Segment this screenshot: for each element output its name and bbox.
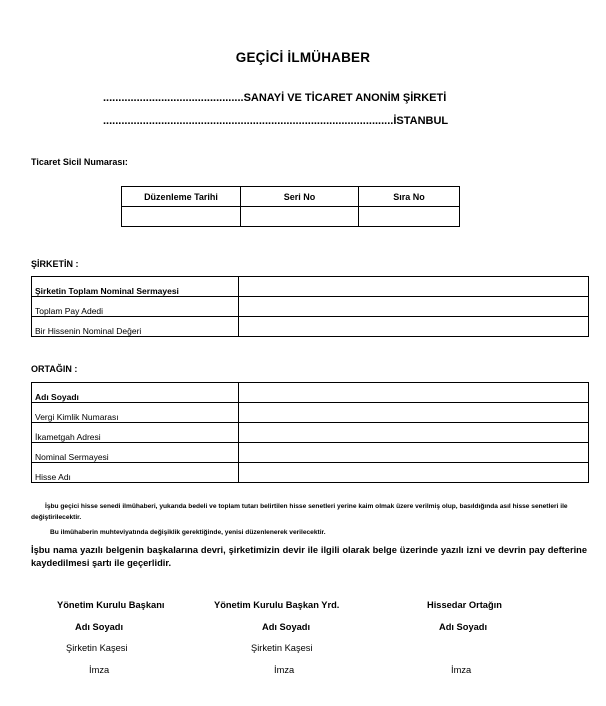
signature-name-vice-chairman: Adı Soyadı [262, 622, 311, 632]
signature-sign-shareholder: İmza [451, 665, 472, 675]
company-capital-label: Şirketin Toplam Nominal Sermayesi [32, 277, 239, 297]
tax-id-label: Vergi Kimlik Numarası [32, 403, 239, 423]
partner-section-heading: ORTAĞIN : [31, 364, 78, 374]
table-row [32, 317, 589, 337]
table-row [32, 403, 589, 423]
registry-table-header-row [122, 187, 460, 207]
tax-id-value [239, 403, 589, 423]
company-info-table [31, 276, 589, 337]
registry-number-label: Ticaret Sicil Numarası: [31, 157, 128, 167]
table-row [32, 383, 589, 403]
signature-name-chairman: Adı Soyadı [75, 622, 124, 632]
signature-sign-vice-chairman: İmza [274, 665, 295, 675]
table-row [32, 277, 589, 297]
document-title: GEÇİCİ İLMÜHABER [235, 50, 371, 65]
registry-value-date [122, 207, 241, 227]
table-row [32, 423, 589, 443]
total-shares-label: Toplam Pay Adedi [32, 297, 239, 317]
nominal-capital-label: Nominal Sermayesi [32, 443, 239, 463]
signature-title-chairman: Yönetim Kurulu Başkanı [57, 600, 165, 610]
registry-header-order: Sıra No [359, 187, 460, 207]
company-capital-value [239, 277, 589, 297]
city-line: ...............................................................................................İSTANBUL [103, 115, 449, 127]
partner-info-table [31, 382, 589, 483]
note-temporary-certificate-text: İşbu geçici hisse senedi ilmühaberi, yukarıda bedeli ve toplam tutarı belirtilen hisse senetleri yerine kaim olmak üzere verilmiş olup, basıldığında asıl hisse senetleri ile değiştirilecektir. [31, 503, 568, 521]
table-row [32, 297, 589, 317]
total-shares-value [239, 297, 589, 317]
share-name-label: Hisse Adı [32, 463, 239, 483]
company-section-heading: ŞİRKETİN : [31, 259, 79, 269]
note-temporary-certificate [31, 501, 587, 523]
table-row [32, 463, 589, 483]
registry-header-serial: Seri No [241, 187, 359, 207]
signature-title-shareholder: Hissedar Ortağın [427, 600, 502, 610]
signature-stamp-chairman: Şirketin Kaşesi [66, 643, 128, 653]
share-name-value [239, 463, 589, 483]
registry-value-serial [241, 207, 359, 227]
registry-header-date: Düzenleme Tarihi [122, 187, 241, 207]
table-row [32, 443, 589, 463]
address-value [239, 423, 589, 443]
signature-name-shareholder: Adı Soyadı [439, 622, 488, 632]
registry-table-value-row [122, 207, 460, 227]
partner-name-value [239, 383, 589, 403]
signature-title-vice-chairman: Yönetim Kurulu Başkan Yrd. [214, 600, 340, 610]
partner-name-label: Adı Soyadı [32, 383, 239, 403]
share-nominal-value-label: Bir Hissenin Nominal Değeri [32, 317, 239, 337]
note-renewal: Bu ilmühaberin muhteviyatında değişiklik gerektiğinde, yenisi düzenlenerek verilecektir. [50, 529, 326, 536]
signature-stamp-vice-chairman: Şirketin Kaşesi [251, 643, 313, 653]
registry-table [121, 186, 460, 227]
registry-value-order [359, 207, 460, 227]
nominal-capital-value [239, 443, 589, 463]
signature-sign-chairman: İmza [89, 665, 110, 675]
share-nominal-value-value [239, 317, 589, 337]
note-transfer-condition: İşbu nama yazılı belgenin başkalarına devri, şirketimizin devir ile ilgili olarak belge üzerinde yazılı izni ve devrin pay defterine kaydedilmesi şartı ile geçerlidir. [31, 545, 587, 568]
company-name-line: ..............................................SANAYİ VE TİCARET ANONİM ŞİRKETİ [103, 92, 447, 104]
address-label: İkametgah Adresi [32, 423, 239, 443]
